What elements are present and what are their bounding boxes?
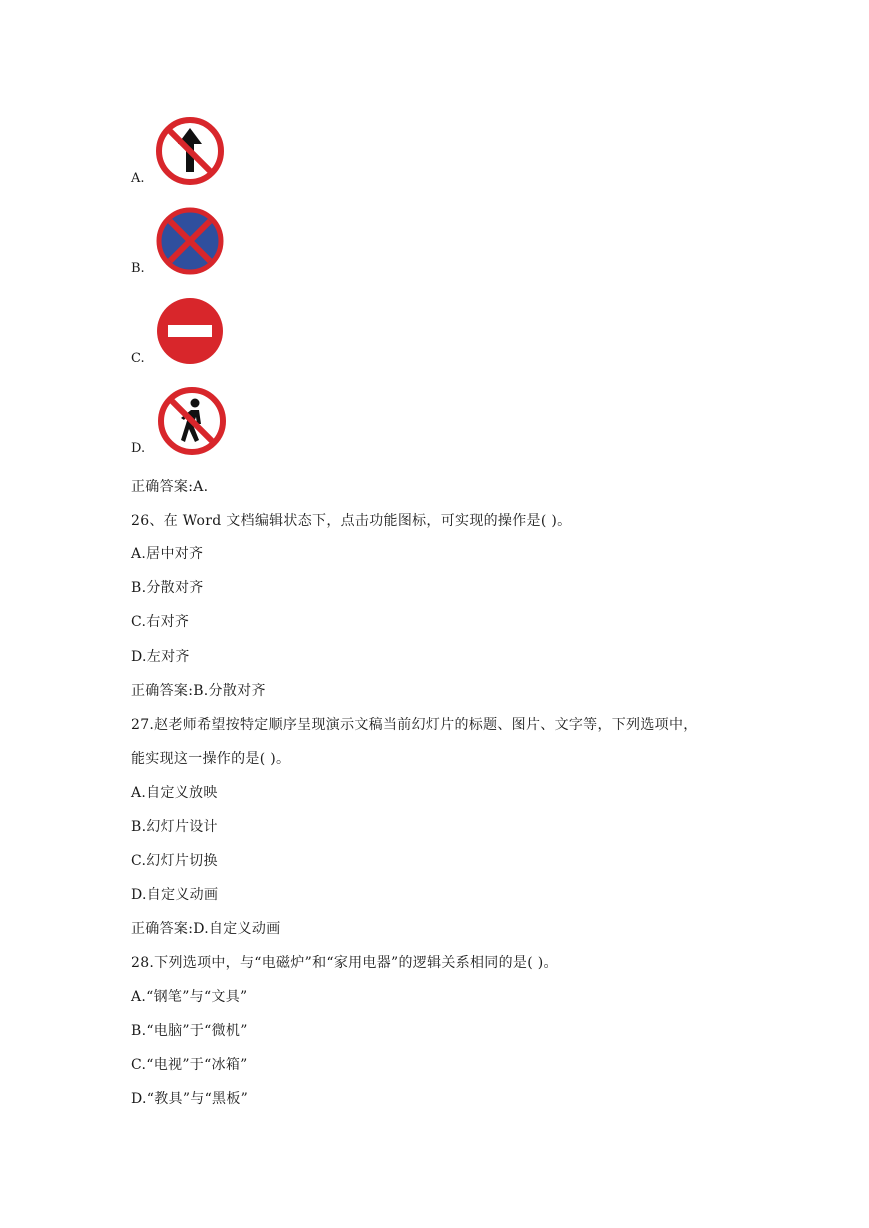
option-label: A. bbox=[131, 171, 145, 186]
q25-answer: 正确答案:A. bbox=[131, 479, 209, 495]
no-entry-sign-icon bbox=[155, 296, 227, 366]
q27-question-line1: 27.赵老师希望按特定顺序呈现演示文稿当前幻灯片的标题、图片、文字等，下列选项中， bbox=[131, 717, 698, 733]
option-b[interactable] bbox=[131, 206, 227, 276]
q28-option-a[interactable]: A.“钢笔”与“文具” bbox=[131, 989, 248, 1005]
q28-option-d[interactable]: D.“教具”与“黑板” bbox=[131, 1091, 249, 1107]
option-label: D. bbox=[131, 441, 146, 456]
q27-option-a[interactable]: A.自定义放映 bbox=[131, 785, 218, 801]
option-a[interactable] bbox=[131, 116, 227, 186]
q26-option-d[interactable]: D.左对齐 bbox=[131, 649, 190, 665]
q27-option-b[interactable]: B.幻灯片设计 bbox=[131, 819, 218, 835]
q26-question: 26、在 Word 文档编辑状态下，点击功能图标，可实现的操作是( )。 bbox=[131, 513, 572, 529]
q26-answer: 正确答案:B.分散对齐 bbox=[131, 683, 266, 699]
no-pedestrians-sign-icon bbox=[155, 386, 229, 456]
q27-answer: 正确答案:D.自定义动画 bbox=[131, 921, 281, 937]
q26-option-a[interactable]: A.居中对齐 bbox=[131, 546, 204, 562]
q28-option-b[interactable]: B.“电脑”于“微机” bbox=[131, 1023, 248, 1039]
option-d[interactable] bbox=[131, 386, 229, 456]
q28-option-c[interactable]: C.“电视”于“冰箱” bbox=[131, 1057, 248, 1073]
option-label: B. bbox=[131, 261, 145, 276]
q26-option-c[interactable]: C.右对齐 bbox=[131, 614, 190, 630]
q26-option-b[interactable]: B.分散对齐 bbox=[131, 580, 204, 596]
no-straight-ahead-sign-icon bbox=[155, 116, 227, 186]
q27-question-line2: 能实现这一操作的是( )。 bbox=[131, 751, 291, 767]
option-label: C. bbox=[131, 351, 145, 366]
no-stopping-sign-icon bbox=[155, 206, 227, 276]
q27-option-c[interactable]: C.幻灯片切换 bbox=[131, 853, 218, 869]
option-c[interactable] bbox=[131, 296, 227, 366]
q27-option-d[interactable]: D.自定义动画 bbox=[131, 887, 219, 903]
q28-question: 28.下列选项中，与“电磁炉”和“家用电器”的逻辑关系相同的是( )。 bbox=[131, 955, 558, 971]
